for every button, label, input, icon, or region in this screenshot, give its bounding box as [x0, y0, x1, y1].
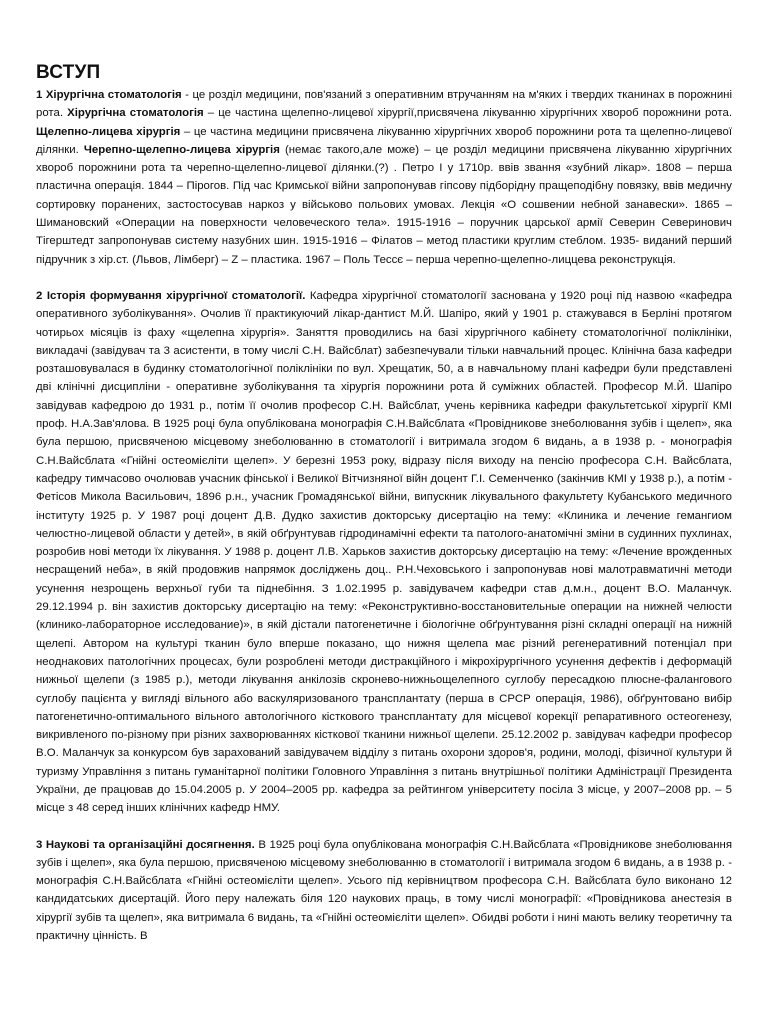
section-history — [36, 287, 732, 818]
text-run: – це частина медицини присвячена лікуванню хірургічних хвороб порожнини рота та щелепно-лицевої ділянки. — [36, 125, 732, 156]
text-run: – це частина щелепно-лицевої хірургії,присвячена лікуванню хірургічних хвороб порожнини рота. — [203, 107, 732, 120]
bold-term: Черепно-щелепно-лицева хірургія — [83, 143, 280, 156]
section-2-heading: 2 Історія формування хірургічної стоматології. — [36, 289, 306, 302]
bold-term: Хірургічна стоматологія — [67, 107, 204, 120]
text-run: (немає такого,але може) – це розділ медицини присвячена лікуванню хірургічних хвороб порожнини рота та черепно-щелепно-лицевої ділянки.(?) . Петро І у 1710р. ввів звання «зубний лікар». 1808 – перша пластична операція. 1844 – Пірогов. Під час Кримської війни запропонував гіпсову підборідну пращеподібну повязку, ввів медичну сортировку поранених, застостосував наркоз у військово польових умовах. Лекція «О сошвении небной занавески». 1865 – Шимановский «Операции на поверхности человеческого тела». 1915-1916 – поручник царської армії Северин Северинович Тігерштедт запропонував систему назубних шин. 1915-1916 – Філатов – метод пластики круглим стеблом. 1935- виданий перший підручник з хір.ст. (Львов, Лімберг) – Z – пластика. 1967 – Поль Тессє – перша черепно-щелепно-лиццева реконструкція. — [36, 143, 732, 266]
section-3-heading: 3 Наукові та організаційні досягнення. — [36, 838, 255, 851]
text-run: Кафедра хірургічної стоматології заснована у 1920 році під назвою «кафедра оперативного зуболікування». Очолив її практикуючий лікар-дантист М.Й. Шапіро, який у 1901 р. стажувався в Берліні протягом чотирьох місяців із фаху «щелепна хірургія». Заняття проводились на базі хірургічного кабінету стоматологічної поліклініки, викладачі (завідувач та 3 асистенти, в тому числі С.Н. Вайсблат) забезпечували тільки навчальний процес. Клінічна база кафедри розташовувалася в будинку стоматологічної поліклініки по вул. Хрещатик, 50, а в навчальному плані кафедри були представлені дві клінічні дисципліни - оперативне зуболікування та хірургія порожнини рота й суміжних областей. Професор М.Й. Шапіро завідував кафедрою до 1931 р., потім її очолив професор С.Н. Вайсблат, учень керівника кафедри факультетської хірургії КМІ проф. Н.А.Зав'ялова. В 1925 році була опублікована монографія С.Н.Вайсблата «Провідникове знеболювання зубів і щелеп», яка була першою, присвяченою місцевому знеболюванню в стоматології і витримала згодом 6 видань, а в 1938 р. - монографія С.Н.Вайсблата «Гнійні остеомієліти щелеп». У березні 1953 року, відразу після виходу на пенсію професора С.Н. Вайсблата, кафедру тимчасово очолював учасник фінської і Великої Вітчизняної війн доцент Г.І. Семенченко (закінчив КМІ у 1938 р.), а потім - Фетісов Микола Васильович, 1896 р.н., учасник Громадянської війни, випускник лікувального факультету Кубанського медичного інституту 1925 р. У 1987 році доцент Д.В. Дудко захистив докторську дисертацію на тему: «Клиника и лечение гемангиом челюстно-лицевой области у детей», в якій обґрунтував гідродинамічні ефекти та патолого-анатомічні зміни в судинних пухлинах, розробив нові методи їх лікування. У 1988 р. доцент Л.В. Харьков захистив докторську дисертацію на тему: «Лечение врожденных несращений неба», в якій продовжив напрямок досліджень доц.. Р.Н.Чеховського і запропонував нові малотравматичні методи усунення незрощень верхньої губи та піднебіння. З 1.02.1995 р. завідувачем кафедри став д.м.н., доцент В.О. Маланчук. 29.12.1994 р. він захистив докторську дисертацію на тему: «Реконструктивно-восстановительные операции на нижней челюсти (клинико-лабораторное исследование)», в якій дістали патогенетичне і біологічне обґрунтування різні складні операції на нижній щелепі. Автором на культурі тканин було вперше показано, що нижня щелепа має різний регенеративний потенціал при неоднакових патологічних процесах, були розроблені методи дистракційного і мікрохірургічного усунення дефектів і деформацій нижньої щелепи (з 1985 р.), методи лікування анкілозів скронево-нижньощелепного суглобу пересадкою плюсне-фалангового суглобу пацієнта у вигляді вільного або васкуляризованого трансплантату (перша в СРСР операція, 1986), обґрунтовано вибір патогенетично-оптимального вільного автологічного кісткового трансплантату для місцевої корекції репаративного остеогенезу, викривленого по-різному при різних захворюваннях кісткової тканини нижньої щелепи. 25.12.2002 р. завідувач кафедри професор В.О. Маланчук за конкурсом був зарахований завідувачем відділу з питань охорони здоров'я, родини, молоді, фізичної культури й туризму Управління з питань гуманітарної політики Головного Управління з питань внутрішньої політики Адміністрації Президента України, де працював до 15.04.2005 р. У 2004–2005 рр. кафедра за рейтингом університету посіла 3 місце, у 2007–2008 рр. – 5 місце з 48 серед інших клінічних кафедр НМУ. — [36, 289, 732, 815]
text-run: - це розділ медицини, пов'язаний з оперативним втручанням на м'яких і твердих тканинах в порожнині рота. — [36, 89, 733, 120]
document-page — [36, 62, 732, 945]
bold-term: Щелепно-лицева хірургія — [36, 125, 181, 138]
section-surgical-stomatology — [36, 86, 732, 269]
text-run: В 1925 році була опублікована монографія С.Н.Вайсблата «Провідникове знеболювання зубів і щелеп», яка була першою, присвяченою місцевому знеболюванню в стоматології і витримала згодом 6 видань, а в 1938 р. - монографія С.Н.Вайсблата «Гнійні остеомієліти щелеп». Усього під керівництвом професора С.Н. Вайсблата було виконано 12 кандидатських дисертацій. Його перу належать біля 120 наукових праць, в тому числі монографії: «Провідникова анестезія в хірургії зубів та щелеп», яка витримала 6 видань, та «Гнійні остеомієліти щелеп». Обидві роботи і нині мають велику теоретичну та практичну цінність. В — [36, 838, 732, 943]
section-1-heading: 1 Хірургічна стоматологія — [36, 89, 182, 101]
page-title: ВСТУП — [36, 62, 101, 83]
section-achievements — [36, 836, 732, 946]
